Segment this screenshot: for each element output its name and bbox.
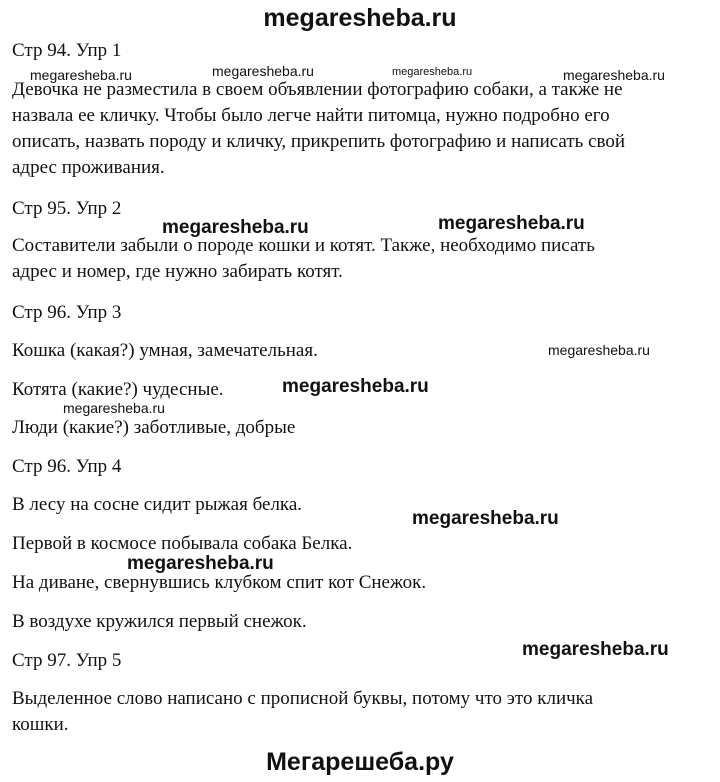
exercise-4-line-4: В воздухе кружился первый снежок. <box>12 611 307 632</box>
exercise-1-line-2: назвала ее кличку. Чтобы было легче найти питомца, нужно подробно его <box>12 105 610 126</box>
exercise-3-line-3: Люди (какие?) заботливые, добрые <box>12 417 296 438</box>
exercise-5-line-1: Выделенное слово написано с прописной буквы, потому что это кличка <box>12 688 594 709</box>
exercise-4-line-2: Первой в космосе побывала собака Белка. <box>12 533 353 554</box>
exercise-heading-3: Стр 96. Упр 3 <box>12 302 122 323</box>
exercise-4-line-3: На диване, свернувшись клубком спит кот Снежок. <box>12 572 427 593</box>
watermark: megaresheba.ru <box>438 213 585 234</box>
exercise-5-line-2: кошки. <box>12 714 69 735</box>
site-footer: Мегарешеба.ру <box>266 748 454 776</box>
exercise-3-line-1: Кошка (какая?) умная, замечательная. <box>12 340 318 361</box>
exercise-heading-1: Стр 94. Упр 1 <box>12 40 122 61</box>
exercise-heading-4: Стр 96. Упр 4 <box>12 456 122 477</box>
watermark: megaresheba.ru <box>522 639 669 660</box>
exercise-heading-5: Стр 97. Упр 5 <box>12 650 122 671</box>
watermark: megaresheba.ru <box>282 376 429 397</box>
watermark: megaresheba.ru <box>127 553 274 574</box>
exercise-2-line-1: Составители забыли о породе кошки и котят. Также, необходимо писать <box>12 235 595 256</box>
exercise-4-line-1: В лесу на сосне сидит рыжая белка. <box>12 494 303 515</box>
watermark: megaresheba.ru <box>162 217 309 238</box>
watermark: megaresheba.ru <box>563 67 665 83</box>
exercise-2-line-2: адрес и номер, где нужно забирать котят. <box>12 261 343 282</box>
site-header: megaresheba.ru <box>263 4 457 32</box>
watermark: megaresheba.ru <box>212 63 314 79</box>
watermark: megaresheba.ru <box>548 342 650 358</box>
exercise-heading-2: Стр 95. Упр 2 <box>12 198 122 219</box>
watermark: megaresheba.ru <box>30 67 132 83</box>
watermark: megaresheba.ru <box>412 508 559 529</box>
watermark: megaresheba.ru <box>392 66 473 78</box>
exercise-3-line-2: Котята (какие?) чудесные. <box>12 379 224 400</box>
exercise-1-line-4: адрес проживания. <box>12 157 165 178</box>
watermark: megaresheba.ru <box>63 400 165 416</box>
exercise-1-line-1: Девочка не разместила в своем объявлении фотографию собаки, а также не <box>12 79 623 100</box>
exercise-1-line-3: описать, назвать породу и кличку, прикрепить фотографию и написать свой <box>12 131 626 152</box>
